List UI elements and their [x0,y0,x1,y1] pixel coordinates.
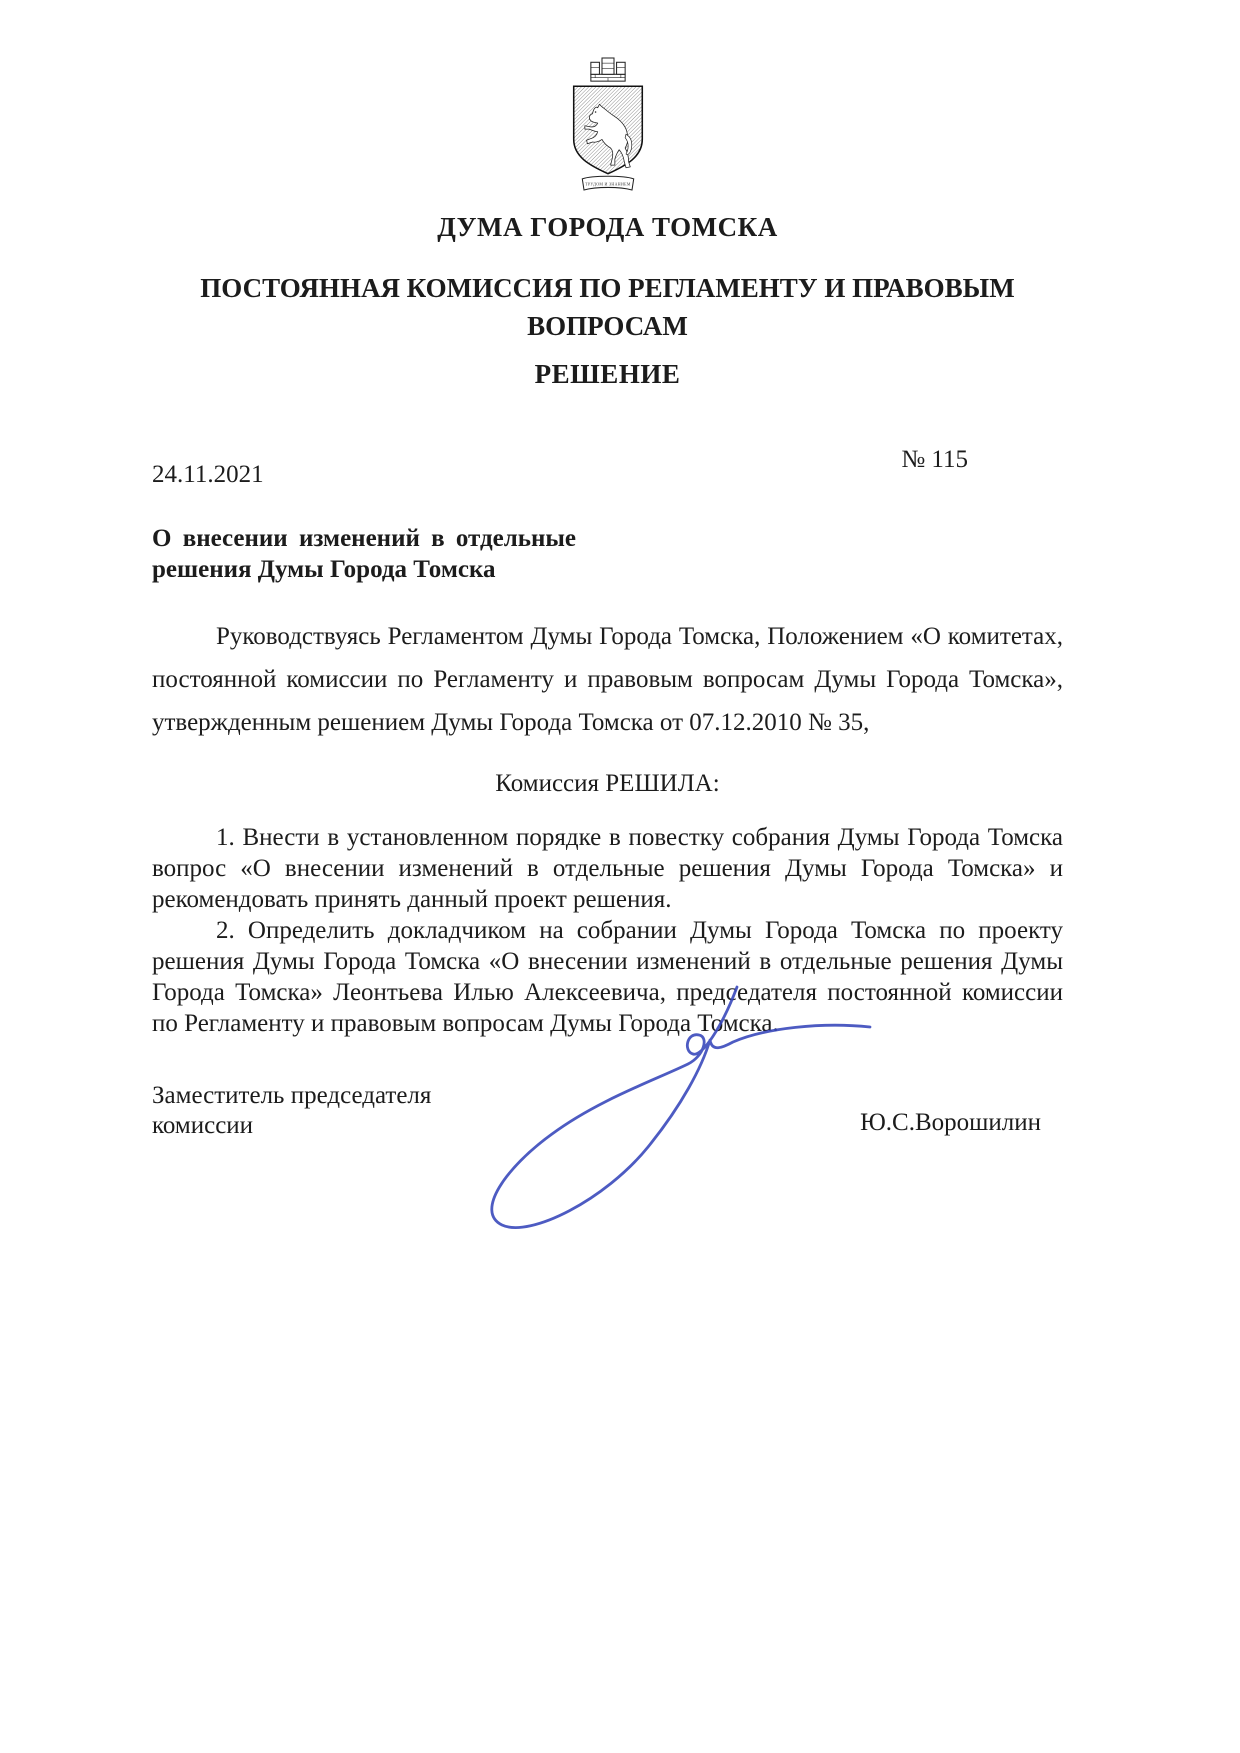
resolution-item: 2. Определить докладчиком на собрании Думы Города Томска по проекту решения Думы Города Томска «О внесении изменений в отдельные решения Думы Города Томска» Леонтьева Илью Алексеевича, председателя постоянной комиссии по Регламенту и правовым вопросам Думы Города Томска. [152,917,1063,1037]
resolution-intro: Комиссия РЕШИЛА: [495,770,720,797]
signer-name: Ю.С.Ворошилин [860,1109,1041,1136]
crown-icon [590,58,624,81]
shield-icon [573,86,642,173]
commission-name: ПОСТОЯННАЯ КОМИССИЯ ПО РЕГЛАМЕНТУ И ПРАВОВЫМ ВОПРОСАМ [200,273,1015,341]
preamble-paragraph: Руководствуясь Регламентом Думы Города Томска, Положением «О комитетах, постоянной комиссии по Регламенту и правовым вопросам Думы Города Томска», утвержденным решением Думы Города Томска от 07.12.2010 № 35, [152,623,1063,736]
motto-ribbon [582,176,633,190]
meta-row [152,446,1063,489]
signature-block [152,1081,1063,1141]
resolution-item: 1. Внести в установленном порядке в повестку собрания Думы Города Томска вопрос «О внесении изменений в отдельные решения Думы Города Томска» и рекомендовать принять данный проект решения. [152,824,1063,913]
organization-name: ДУМА ГОРОДА ТОМСКА [437,212,778,242]
document-date: 24.11.2021 [152,461,264,488]
signer-position: Заместитель председателя комиссии [152,1082,432,1139]
motto-text: ТРУДОМ И ЗНАНИЕМ [584,181,631,187]
document-type: РЕШЕНИЕ [534,359,681,389]
tomsk-coat-of-arms-icon [565,52,651,202]
document-number: № 115 [901,446,968,473]
document-subject: О внесении изменений в отдельные решения Думы Города Томска [152,525,576,583]
